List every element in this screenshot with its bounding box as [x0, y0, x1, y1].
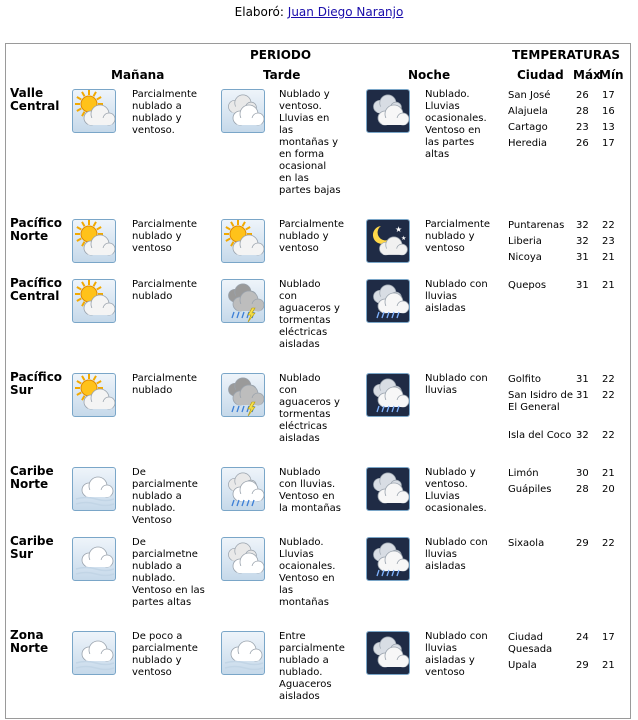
city-name: Limón — [508, 468, 539, 479]
temp-min: 23 — [602, 236, 615, 247]
windy-cloud-icon — [221, 631, 265, 675]
temp-min: 17 — [602, 138, 615, 149]
city-name: Golfito — [508, 374, 541, 385]
cloudy-icon — [221, 89, 265, 133]
forecast-noche-text: Nublado. Lluvias ocasionales. Ventoso en las partes altas — [425, 89, 487, 160]
forecast-manana-text: Parcialmente nublado — [132, 373, 198, 396]
forecast-noche-text: Nublado con lluvias — [425, 373, 488, 396]
temp-min: 22 — [602, 374, 615, 385]
forecast-tarde-text: Nublado con aguaceros y tormentas eléctricas aisladas — [279, 279, 340, 350]
svg-text:★: ★ — [395, 225, 403, 234]
temp-max: 32 — [576, 236, 589, 247]
region-name: Zona Norte — [10, 628, 49, 655]
forecast-tarde-text: Nublado y ventoso. Lluvias en las montañas y en forma ocasional en las partes bajas — [279, 89, 341, 196]
city-name: San Isidro de El General — [508, 390, 573, 413]
forecast-manana-text: De poco a parcialmente nublado y ventoso — [132, 631, 198, 678]
author-link[interactable]: Juan Diego Naranjo — [287, 5, 404, 19]
windy-cloud-icon — [72, 537, 116, 581]
header-ciudad: Ciudad — [517, 68, 564, 82]
temp-max: 28 — [576, 484, 589, 495]
cloudy-night-rain-icon — [366, 537, 410, 581]
svg-text:★: ★ — [401, 235, 407, 242]
region-name: Pacífico Sur — [10, 370, 63, 397]
partly-cloudy-sun-icon — [221, 219, 265, 263]
thunderstorm-icon — [221, 279, 265, 323]
temp-max: 29 — [576, 538, 589, 549]
forecast-tarde-text: Entre parcialmente nublado a nublado. Aguaceros aislados — [279, 631, 345, 702]
credit-line — [0, 5, 638, 19]
cloudy-night-icon — [366, 631, 410, 675]
temp-max: 24 — [576, 632, 589, 643]
region-name: Pacífico Central — [10, 276, 63, 303]
temp-min: 17 — [602, 632, 615, 643]
temp-min: 20 — [602, 484, 615, 495]
city-name: Isla del Coco — [508, 430, 572, 441]
header-periodo: PERIODO — [250, 48, 312, 62]
forecast-manana-text: De parcialmente nublado a nublado. Ventoso — [132, 467, 198, 526]
partly-cloudy-sun-icon — [72, 219, 116, 263]
forecast-tarde-text: Parcialmente nublado y ventoso — [279, 219, 345, 254]
city-name: Nicoya — [508, 252, 542, 263]
temp-max: 29 — [576, 660, 589, 671]
forecast-noche-text: Parcialmente nublado y ventoso — [425, 219, 491, 254]
header-noche: Noche — [408, 68, 451, 82]
partly-cloudy-sun-icon — [72, 279, 116, 323]
forecast-noche-text: Nublado con lluvias aisladas — [425, 537, 488, 572]
city-name: Sixaola — [508, 538, 545, 549]
forecast-manana-text: Parcialmente nublado y ventoso — [132, 219, 198, 254]
cloudy-rain-icon — [221, 467, 265, 511]
temp-min: 21 — [602, 468, 615, 479]
header-tarde: Tarde — [263, 68, 301, 82]
temp-min: 22 — [602, 538, 615, 549]
city-name: Guápiles — [508, 484, 552, 495]
region-name: Caribe Sur — [10, 534, 54, 561]
city-name: Liberia — [508, 236, 542, 247]
forecast-manana-text: Parcialmente nublado — [132, 279, 198, 302]
city-name: San José — [508, 90, 551, 101]
header-temperaturas: TEMPERATURAS — [512, 48, 621, 62]
city-name: Upala — [508, 660, 537, 671]
temp-min: 22 — [602, 220, 615, 231]
temp-max: 32 — [576, 430, 589, 441]
temp-max: 26 — [576, 138, 589, 149]
temp-min: 22 — [602, 430, 615, 441]
temp-max: 31 — [576, 390, 589, 401]
forecast-noche-text: Nublado con lluvias aisladas y ventoso — [425, 631, 488, 678]
partly-cloudy-moon-icon — [366, 219, 410, 263]
forecast-noche-text: Nublado y ventoso. Lluvias ocasionales. — [425, 467, 487, 514]
temp-max: 28 — [576, 106, 589, 117]
city-name: Quepos — [508, 280, 547, 291]
forecast-tarde-text: Nublado. Lluvias ocaionales. Ventoso en las montañas — [279, 537, 336, 608]
temp-max: 31 — [576, 252, 589, 263]
region-name: Caribe Norte — [10, 464, 54, 491]
temp-min: 17 — [602, 90, 615, 101]
temp-max: 31 — [576, 280, 589, 291]
temp-max: 30 — [576, 468, 589, 479]
region-name: Valle Central — [10, 86, 60, 113]
city-name: Ciudad Quesada — [508, 632, 553, 655]
partly-cloudy-sun-icon — [72, 89, 116, 133]
temp-max: 31 — [576, 374, 589, 385]
thunderstorm-icon — [221, 373, 265, 417]
city-name: Cartago — [508, 122, 548, 133]
forecast-tarde-text: Nublado con aguaceros y tormentas eléctricas aisladas — [279, 373, 340, 444]
temp-min: 16 — [602, 106, 615, 117]
city-name: Puntarenas — [508, 220, 565, 231]
forecast-noche-text: Nublado con lluvias aisladas — [425, 279, 488, 314]
city-name: Alajuela — [508, 106, 548, 117]
cloudy-night-rain-icon — [366, 373, 410, 417]
header-min: Mín — [599, 68, 624, 82]
city-name: Heredia — [508, 138, 547, 149]
temp-min: 13 — [602, 122, 615, 133]
header-max: Máx — [573, 68, 601, 82]
temp-max: 32 — [576, 220, 589, 231]
temp-min: 22 — [602, 390, 615, 401]
region-name: Pacífico Norte — [10, 216, 63, 243]
temp-min: 21 — [602, 280, 615, 291]
temp-max: 26 — [576, 90, 589, 101]
windy-cloud-icon — [72, 467, 116, 511]
credit-label: Elaboró: — [234, 5, 284, 19]
cloudy-icon — [221, 537, 265, 581]
cloudy-night-rain-icon — [366, 279, 410, 323]
temp-max: 23 — [576, 122, 589, 133]
temp-min: 21 — [602, 252, 615, 263]
forecast-manana-text: De parcialmetne nublado a nublado. Ventoso en las partes altas — [132, 537, 205, 608]
temp-min: 21 — [602, 660, 615, 671]
forecast-tarde-text: Nublado con lluvias. Ventoso en la montañas — [279, 467, 342, 514]
forecast-manana-text: Parcialmente nublado a nublado y ventoso. — [132, 89, 198, 136]
partly-cloudy-sun-icon — [72, 373, 116, 417]
windy-cloud-icon — [72, 631, 116, 675]
cloudy-night-icon — [366, 89, 410, 133]
header-manana: Mañana — [111, 68, 165, 82]
cloudy-night-icon — [366, 467, 410, 511]
